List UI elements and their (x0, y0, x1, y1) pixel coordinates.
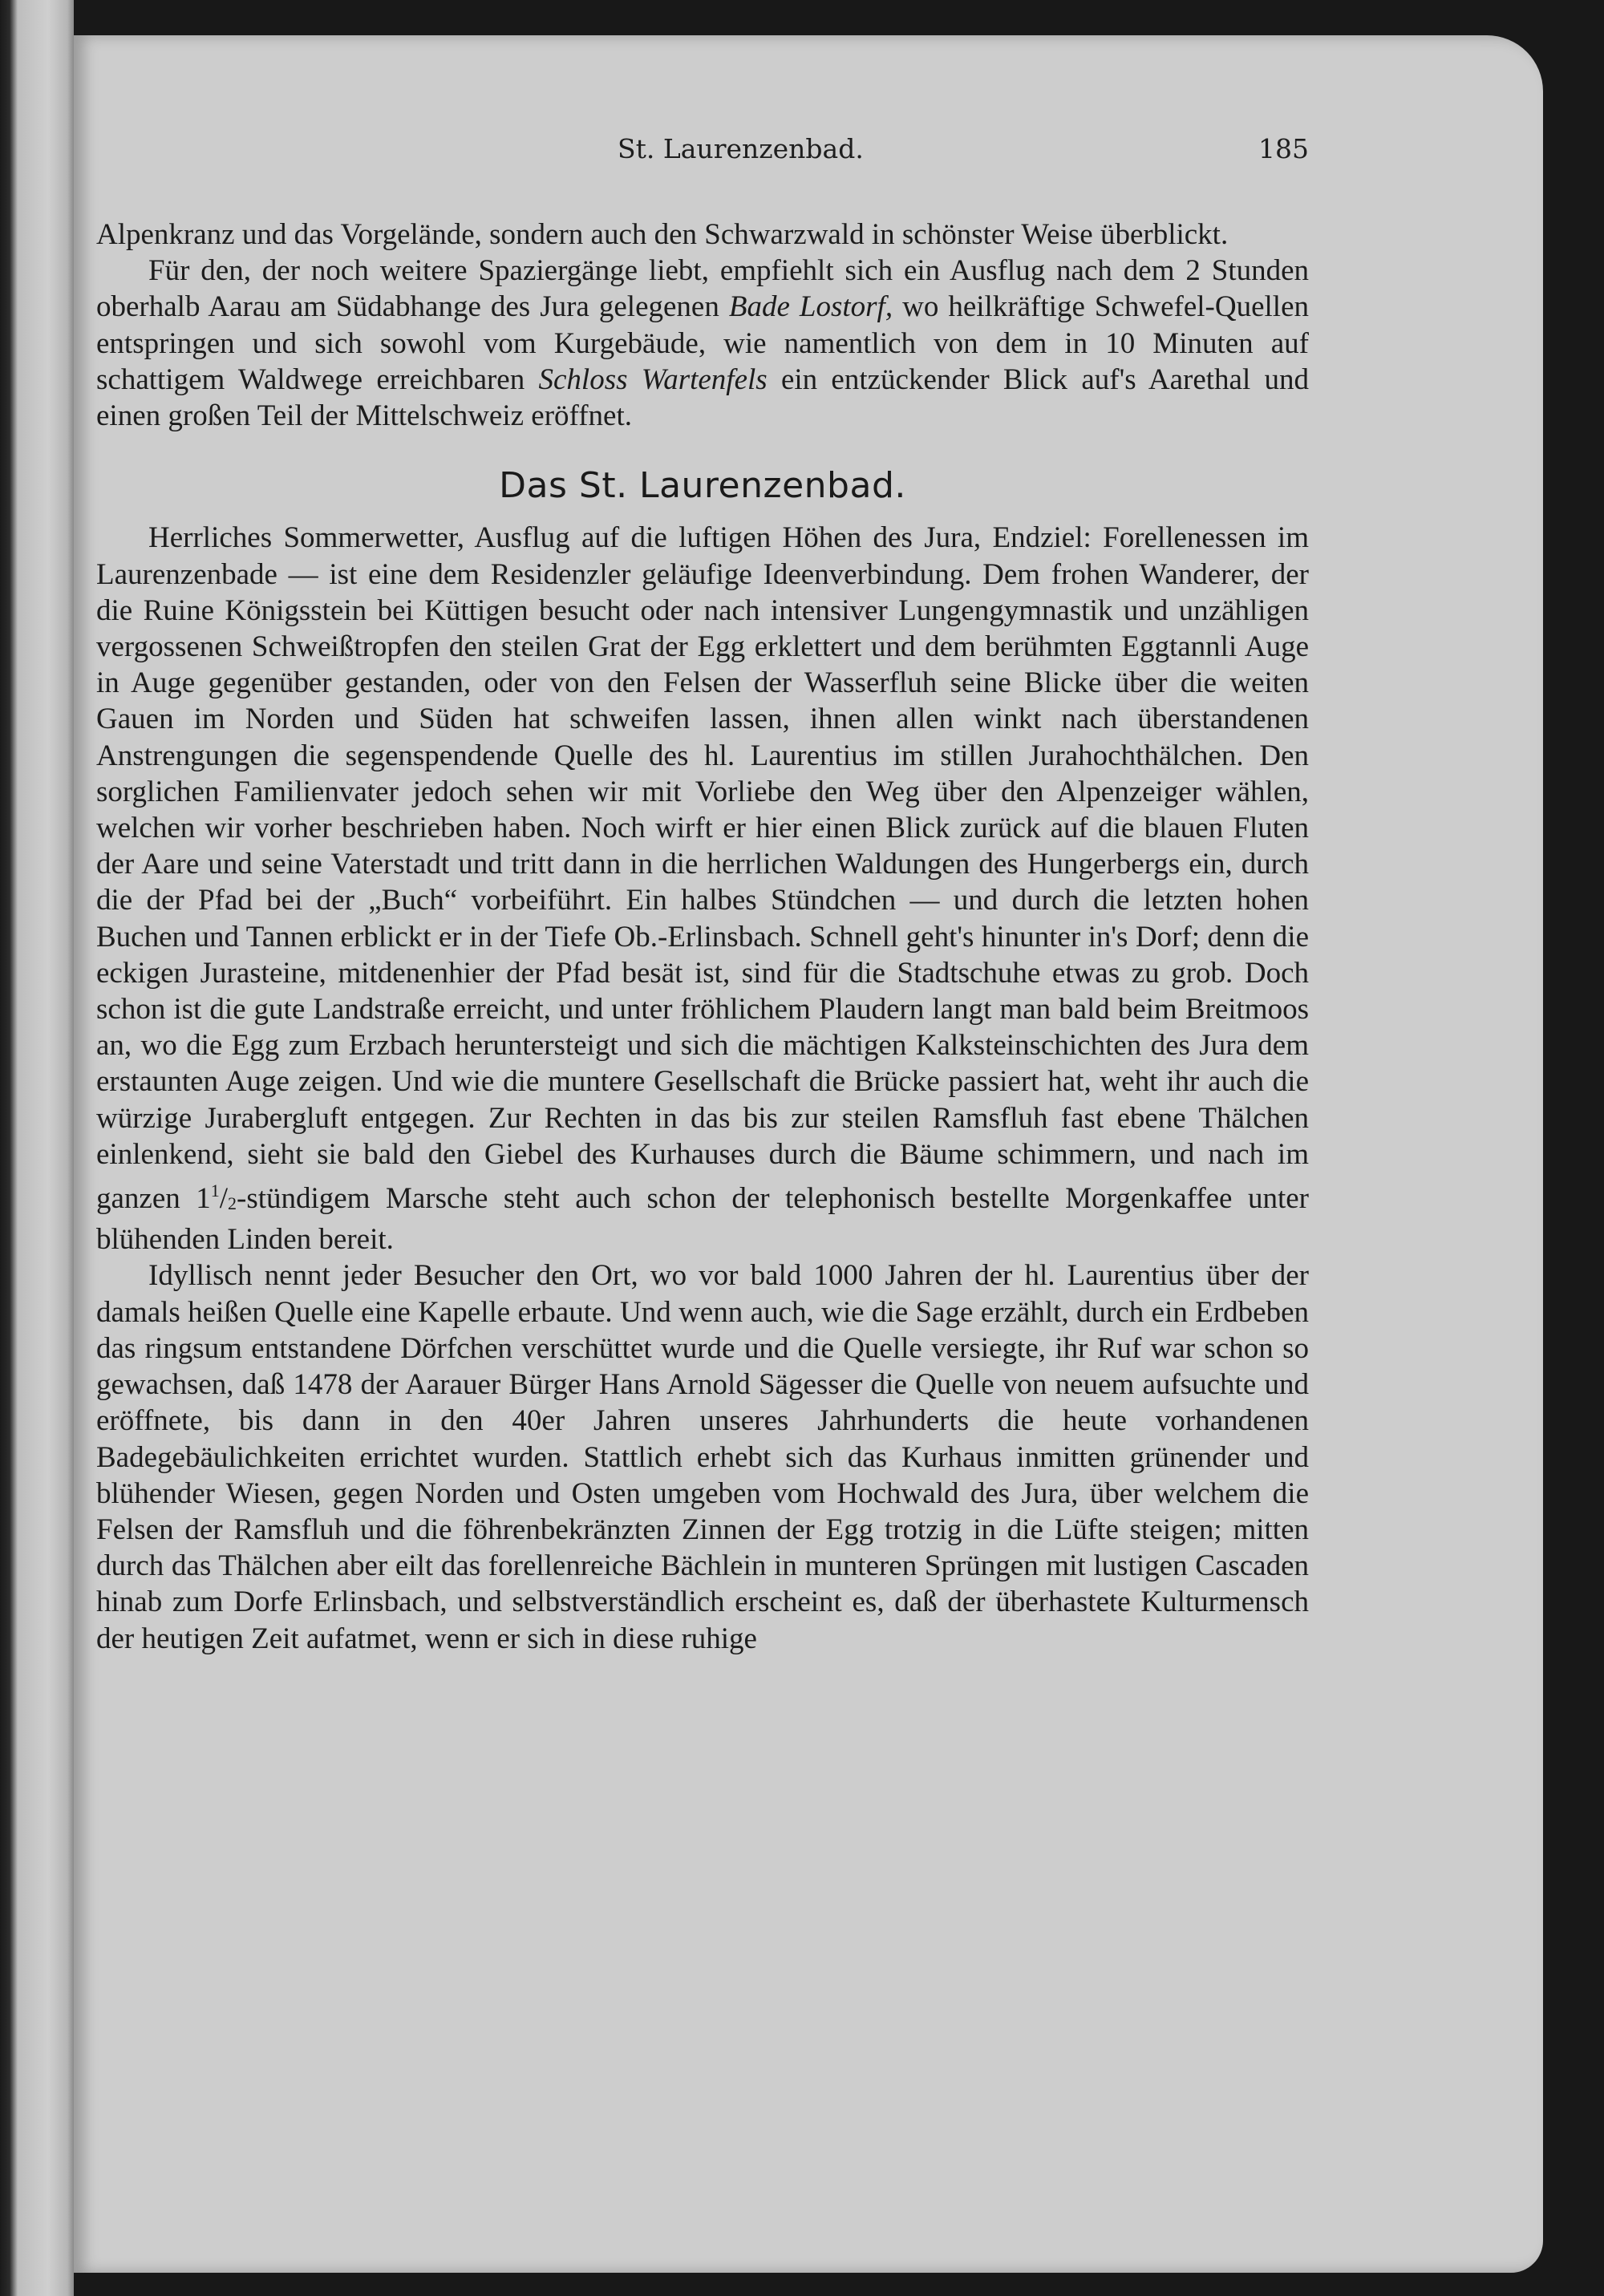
paragraph-3-text-a: Herrliches Sommerwetter, Ausflug auf die luftigen Höhen des Jura, Endziel: Forellenessen im Laurenzenbade — ist eine dem Residenzler geläufige Ideenverbindung. Dem frohen Wanderer, der die Ruine Königsstein bei Küttigen besucht oder nach intensiver Lungengymnastik und unzähligen vergossenen Schweißtropfen den steilen Grat der Egg erklettert und dem berühmten Eggtannli Auge in Auge gegenüber gestanden, oder von den Felsen der Wasserfluh seine Blicke über die weiten Gauen im Norden und Süden hat schweifen lassen, ihnen allen winkt nach überstandenen Anstrengungen die segenspendende Quelle des hl. Laurentius im stillen Jurahochthälchen. Den sorglichen Familienvater jedoch sehen wir mit Vorliebe den Weg über den Alpenzeiger wählen, welchen wir vorher beschrieben haben. Noch wirft er hier einen Blick zurück auf die blauen Fluten der Aare und seine Vaterstadt und tritt dann in die herrlichen Waldungen des Hungerbergs ein, durch die der Pfad bei der „Buch“ vorbeiführt. Ein halbes Stündchen — und durch die letzten hohen Buchen und Tannen erblickt er in der Tiefe Ob.-Erlinsbach. Schnell geht's hinunter in's Dorf; denn die eckigen Jurasteine, mitdenenhier der Pfad besät ist, sind für die Stadtschuhe etwas zu grob. Doch schon ist die gute Landstraße erreicht, und unter fröhlichem Plaudern langt man bald beim Breitmoos an, wo die Egg zum Erzbach heruntersteigt und sich die mächtigen Kalksteinschichten des Jura dem erstaunten Auge zeigen. Und wie die muntere Gesellschaft die Brücke passiert hat, weht ihr auch die würzige Jurabergluft entgegen. Zur Rechten in das bis zur steilen Ramsfluh fast ebene Thälchen einlenkend, sieht sie bald den Giebel des Kurhauses durch die Bäume schimmern, und nach im ganzen 1 (96, 521, 1309, 1216)
paragraph-2-text-a: Für den, der noch weitere Spaziergänge liebt, empfiehlt sich ein Ausflug nach dem 2 Stunden oberhalb Aarau am Südabhange des Jura gelegenen (96, 254, 1309, 324)
paragraph-3: Herrliches Sommerwetter, Ausflug auf die luftigen Höhen des Jura, Endziel: Forellenessen im Laurenzenbade — ist eine dem Residenzler geläufige Ideenverbindung. Dem frohen Wanderer, der die Ruine Königsstein bei Küttigen besucht oder nach intensiver Lungengymnastik und unzähligen vergossenen Schweißtropfen den steilen Grat der Egg erklettert und dem berühmten Eggtannli Auge in Auge gegenüber gestanden, oder von den Felsen der Wasserfluh seine Blicke über die weiten Gauen im Norden und Süden hat schweifen lassen, ihnen allen winkt nach überstandenen Anstrengungen die segenspendende Quelle des hl. Laurentius im stillen Jurahochthälchen. Den sorglichen Familienvater jedoch sehen wir mit Vorliebe den Weg über den Alpenzeiger wählen, welchen wir vorher beschrieben haben. Noch wirft er hier einen Blick zurück auf die blauen Fluten der Aare und seine Vaterstadt und tritt dann in die herrlichen Waldungen des Hungerbergs ein, durch die der Pfad bei der „Buch“ vorbeiführt. Ein halbes Stündchen — und durch die letzten hohen Buchen und Tannen erblickt er in der Tiefe Ob.-Erlinsbach. Schnell geht's hinunter in's Dorf; denn die eckigen Jurasteine, mitdenenhier der Pfad besät ist, sind für die Stadtschuhe etwas zu grob. Doch schon ist die gute Landstraße erreicht, und unter fröhlichem Plaudern langt man bald beim Breitmoos an, wo die Egg zum Erzbach heruntersteigt und sich die mächtigen Kalksteinschichten des Jura dem erstaunten Auge zeigen. Und wie die muntere Gesellschaft die Brücke passiert hat, weht ihr auch die würzige Jurabergluft entgegen. Zur Rechten in das bis zur steilen Ramsfluh fast ebene Thälchen einlenkend, sieht sie bald den Giebel des Kurhauses durch die Bäume schimmern, und nach im ganzen $1^1/_2$-stündigem Marsche steht auch schon der telephonisch bestellte Morgenkaffee unter blühenden Linden bereit. (96, 521, 1309, 1257)
paragraph-2 (96, 253, 1309, 434)
paragraph-3-text-b: -stündigem Marsche steht auch schon der telephonisch bestellte Morgenkaffee unter blühenden Linden bereit. (96, 1182, 1309, 1257)
fraction-denominator: 2 (228, 1193, 237, 1214)
running-title: St. Laurenzenbad. (618, 133, 864, 164)
paragraph-2-text-b: wo heilkräftige Schwefel-Quellen entspringen und sich sowohl vom Kurgebäude, wie namentlich von dem in 10 Minuten auf schattigem Waldwege erreichbaren (96, 290, 1309, 396)
place-name-bade-lostorf: Bade Lostorf, (728, 290, 893, 324)
body-text (96, 217, 1309, 1657)
book-gutter (0, 0, 74, 2296)
page-header (96, 133, 1309, 181)
page-number: 185 (1258, 133, 1309, 164)
fraction-numerator: 1 (210, 1180, 220, 1201)
paragraph-4: Idyllisch nennt jeder Besucher den Ort, wo vor bald 1000 Jahren der hl. Laurentius über der damals heißen Quelle eine Kapelle erbaute. Und wenn auch, wie die Sage erzählt, durch ein Erdbeben das ringsum entstandene Dörfchen verschüttet wurde und die Quelle versiegte, ihr Ruf war schon so gewachsen, daß 1478 der Aarauer Bürger Hans Arnold Sägesser die Quelle von neuem aufsuchte und eröffnete, bis dann in den 40er Jahren unseres Jahrhunderts die heute vorhandenen Badegebäulichkeiten errichtet wurden. Stattlich erhebt sich das Kurhaus inmitten grünender und blühender Wiesen, gegen Norden und Osten umgeben vom Hochwald des Jura, über welchem die Felsen der Ramsfluh und die föhrenbekränzten Zinnen der Egg trotzig in die Lüfte steigen; mitten durch das Thälchen aber eilt das forellenreiche Bächlein in munteren Sprüngen mit lustigen Cascaden hinab zum Dorfe Erlinsbach, und selbstverständlich erscheint es, daß der überhastete Kulturmensch der heutigen Zeit aufatmet, wenn er sich in diese ruhige (96, 1259, 1309, 1655)
paragraph-2-text-c: ein entzückender Blick auf's Aarethal und einen großen Teil der Mittelschweiz eröffnet. (96, 362, 1309, 433)
paragraph-1: Alpenkranz und das Vorgelände, sondern auch den Schwarzwald in schönster Weise überblickt. (96, 218, 1229, 251)
place-name-schloss-wartenfels: Schloss Wartenfels (538, 362, 768, 396)
section-heading: Das St. Laurenzenbad. (499, 465, 906, 507)
